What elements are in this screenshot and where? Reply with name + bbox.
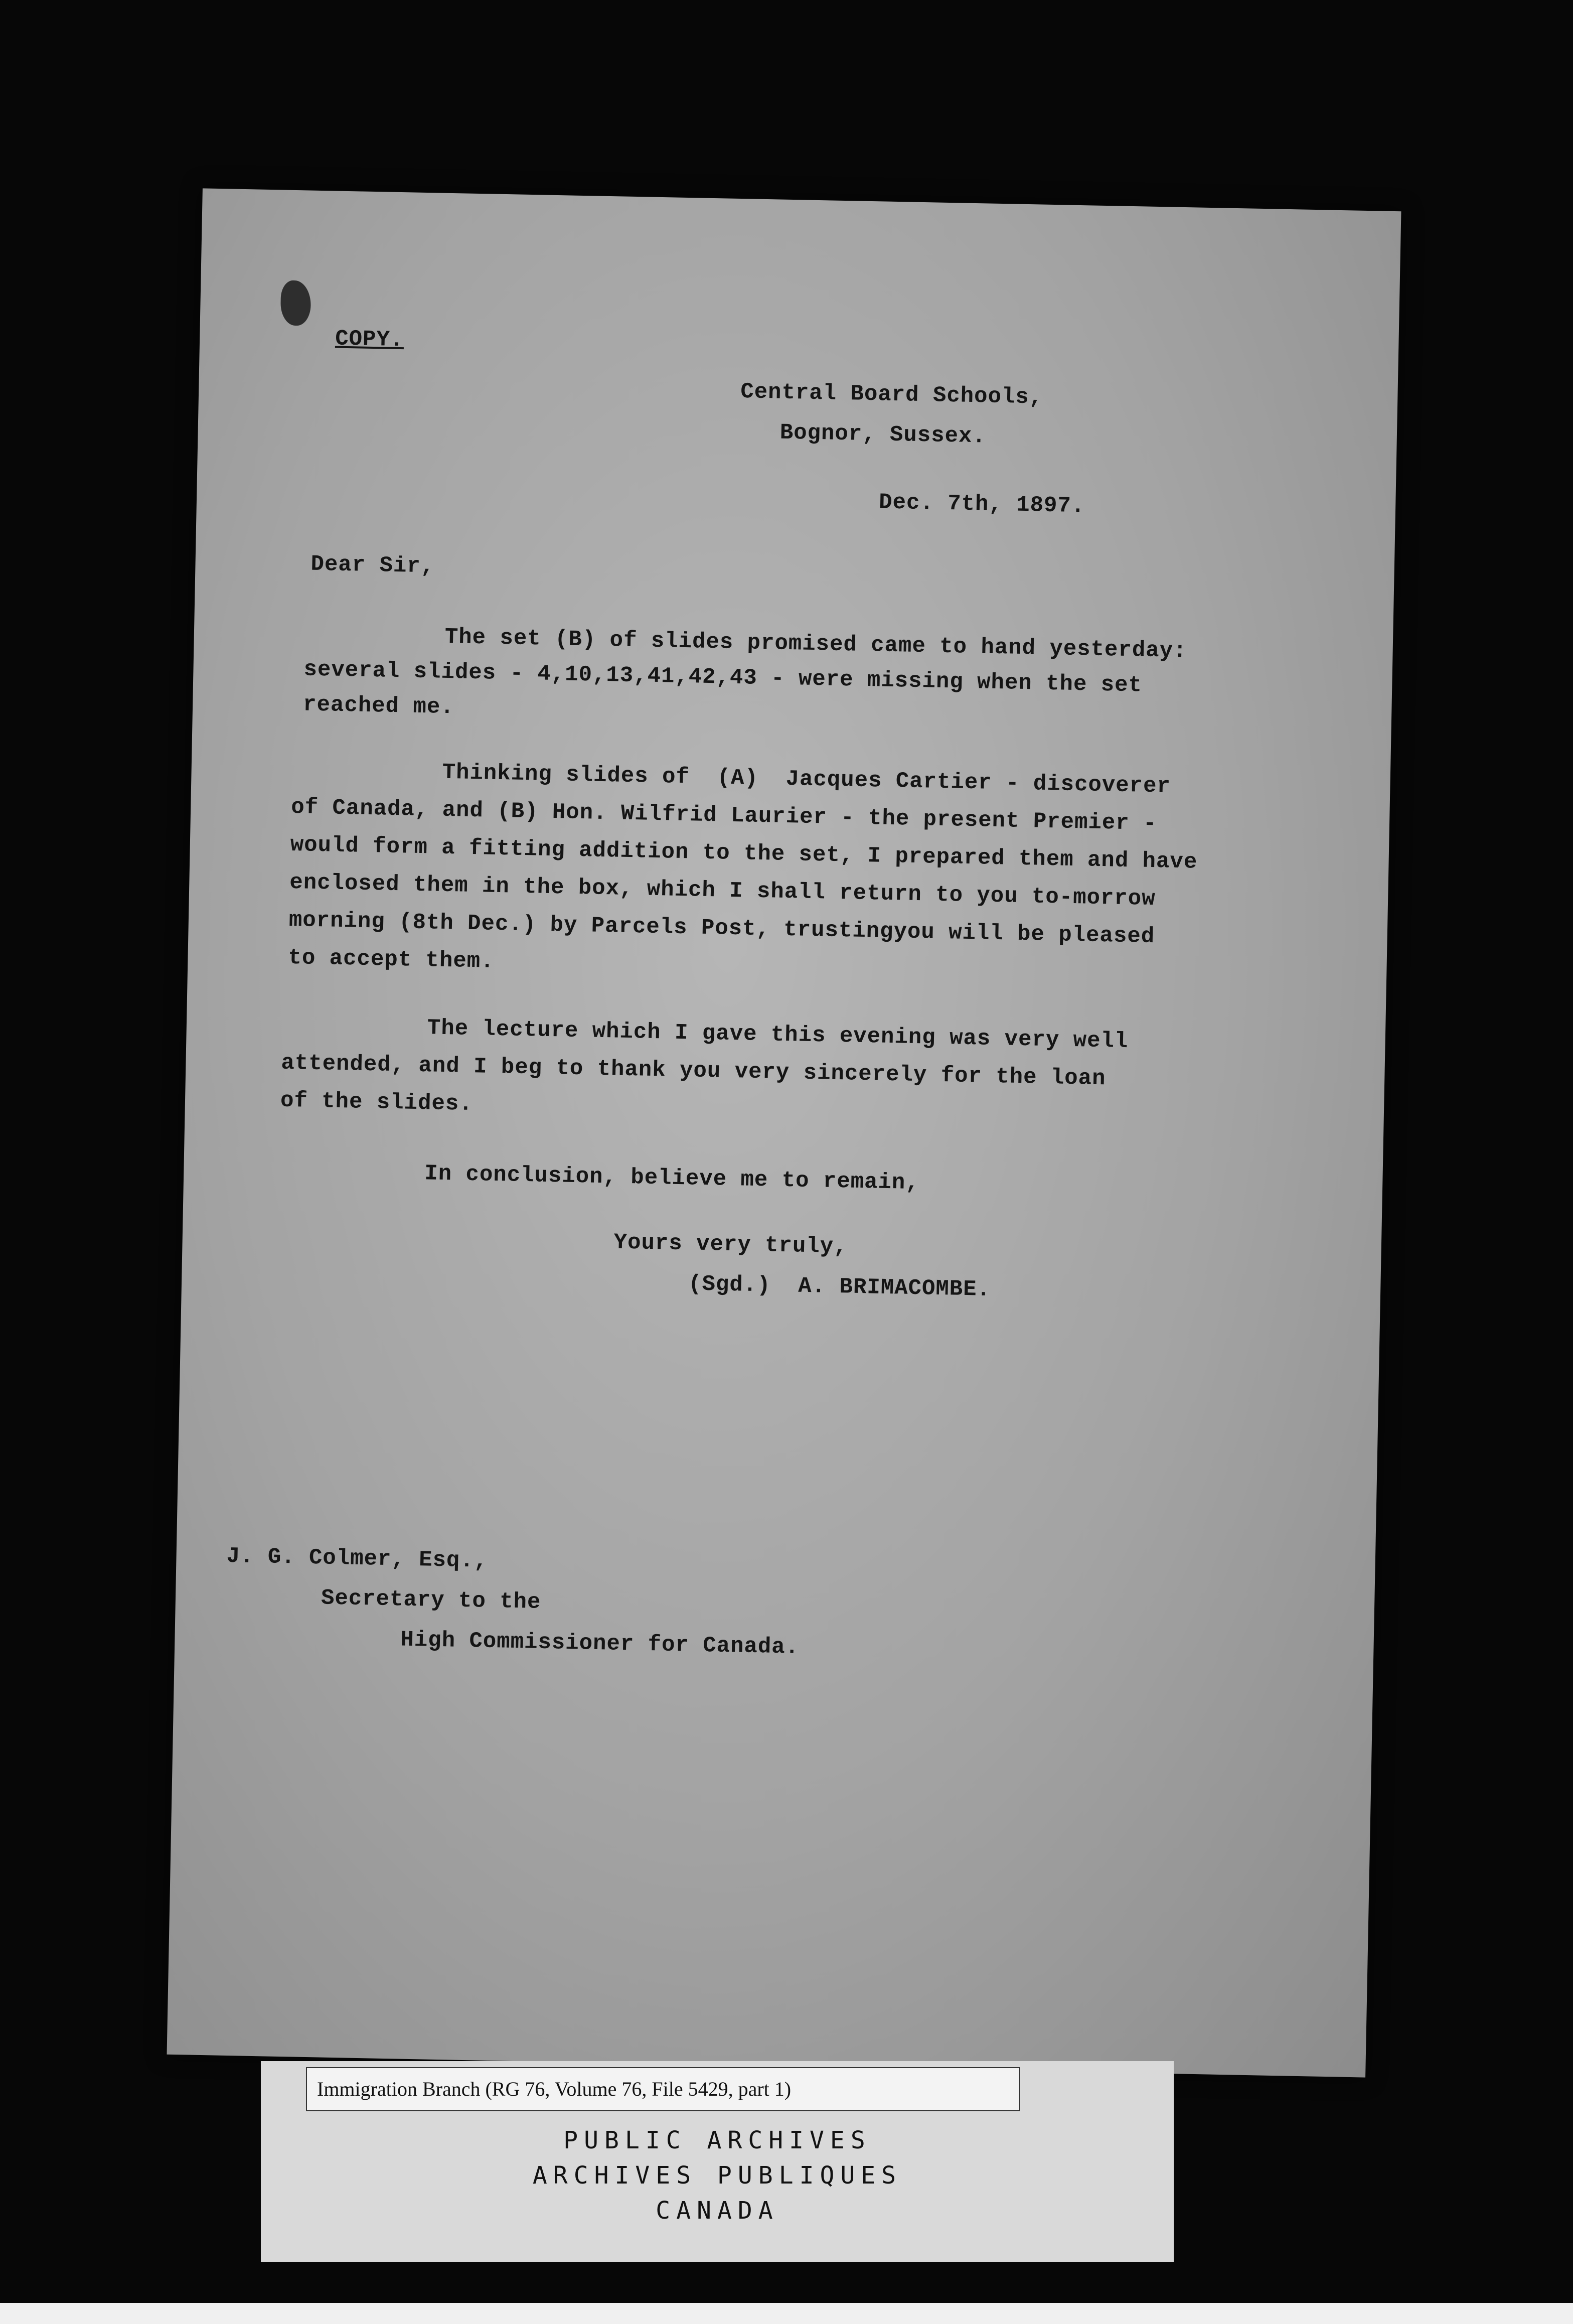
letter-date: Dec. 7th, 1897. bbox=[878, 490, 1085, 519]
archive-stamp-line-1: PUBLIC ARCHIVES bbox=[563, 2126, 871, 2154]
paragraph-2-line-1: Thinking slides of (A) Jacques Cartier - discoverer bbox=[442, 760, 1171, 799]
recipient-line-3: High Commissioner for Canada. bbox=[400, 1627, 800, 1660]
paragraph-3-line-3: of the slides. bbox=[280, 1088, 474, 1117]
paragraph-1-line-2: several slides - 4,10,13,41,42,43 - were missing when the set bbox=[303, 657, 1143, 698]
letter-page bbox=[167, 188, 1401, 2077]
recipient-line-1: J. G. Colmer, Esq., bbox=[226, 1543, 488, 1574]
archive-label bbox=[261, 2061, 1174, 2262]
sender-address-line-2: Bognor, Sussex. bbox=[779, 420, 987, 450]
paragraph-3-line-1: The lecture which I gave this evening was very well bbox=[427, 1015, 1129, 1055]
film-edge bbox=[0, 2303, 1573, 2324]
sender-address-line-1: Central Board Schools, bbox=[740, 379, 1043, 410]
recipient-line-2: Secretary to the bbox=[321, 1585, 541, 1615]
paragraph-1-line-3: reached me. bbox=[302, 692, 455, 720]
paragraph-1-line-1: The set (B) of slides promised came to hand yesterday: bbox=[444, 624, 1187, 664]
archive-stamp-line-2: ARCHIVES PUBLIQUES bbox=[532, 2161, 902, 2190]
paragraph-2-line-4: enclosed them in the box, which I shall return to you to-morrow bbox=[289, 869, 1156, 912]
archive-stamp-line-3: CANADA bbox=[656, 2197, 779, 2225]
archive-reference: Immigration Branch (RG 76, Volume 76, File 5429, part 1) bbox=[306, 2067, 1020, 2111]
copy-heading: COPY. bbox=[335, 326, 404, 353]
valediction: Yours very truly, bbox=[613, 1230, 848, 1260]
paragraph-2-line-2: of Canada, and (B) Hon. Wilfrid Laurier - the present Premier - bbox=[290, 795, 1157, 837]
paragraph-3-line-2: attended, and I beg to thank you very sincerely for the loan bbox=[281, 1050, 1106, 1092]
paragraph-2-line-6: to accept them. bbox=[288, 945, 495, 974]
paragraph-2-line-3: would form a fitting addition to the set, I prepared them and have bbox=[290, 832, 1198, 875]
salutation: Dear Sir, bbox=[310, 551, 435, 579]
signature: (Sgd.) A. BRIMACOMBE. bbox=[688, 1271, 991, 1302]
closing-line: In conclusion, believe me to remain, bbox=[424, 1161, 920, 1196]
paragraph-2-line-5: morning (8th Dec.) by Parcels Post, trustingyou will be pleased bbox=[288, 907, 1155, 950]
ink-smudge bbox=[280, 280, 311, 326]
